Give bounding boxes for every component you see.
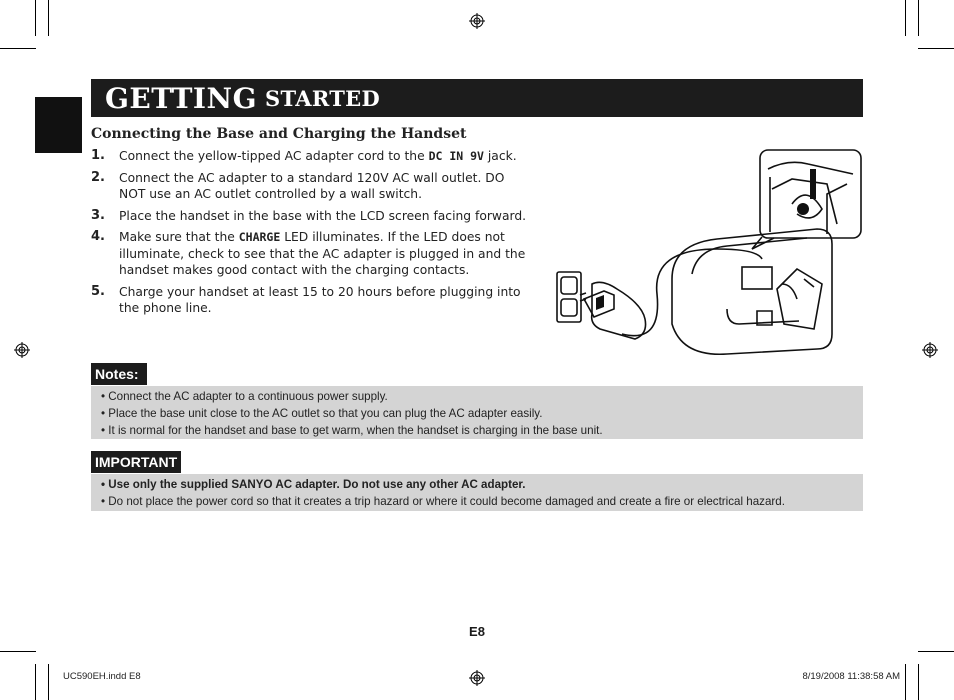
footer-timestamp: 8/19/2008 11:38:58 AM <box>802 671 900 682</box>
registration-mark-icon <box>14 342 30 358</box>
step-text: Place the handset in the base with the LCD screen facing forward. <box>119 208 527 223</box>
registration-mark-icon <box>469 670 485 686</box>
step-text: Connect the yellow-tipped AC adapter cord to the DC IN 9V jack. <box>119 149 517 163</box>
jack-label: DC IN 9V <box>428 149 484 163</box>
step-number: 3. <box>91 207 105 223</box>
step-number: 4. <box>91 229 105 244</box>
page-number: E8 <box>469 624 485 639</box>
note-item: • Connect the AC adapter to a continuous power supply. <box>101 388 863 405</box>
step-number: 2. <box>91 169 105 185</box>
important-label: IMPORTANT <box>91 451 181 473</box>
steps-list <box>91 148 531 322</box>
step-item <box>91 208 531 225</box>
page-title-bar <box>91 79 863 117</box>
crop-mark <box>0 651 36 652</box>
step-text: Charge your handset at least 15 to 20 hours before plugging into the phone line. <box>119 284 521 315</box>
crop-mark <box>918 651 954 652</box>
crop-mark <box>918 48 954 49</box>
registration-mark-icon <box>922 342 938 358</box>
step-item <box>91 148 531 165</box>
base-connection-illustration <box>552 149 864 362</box>
crop-mark <box>48 0 49 36</box>
page-title-main: GETTING <box>105 81 258 115</box>
crop-mark <box>48 664 49 700</box>
led-label: CHARGE <box>238 230 281 244</box>
note-item: • Place the base unit close to the AC outlet so that you can plug the AC adapter easily. <box>101 405 863 422</box>
crop-mark <box>35 0 36 36</box>
section-tab <box>35 97 82 153</box>
crop-mark <box>905 0 906 36</box>
notes-box <box>91 386 863 439</box>
section-heading: Connecting the Base and Charging the Handset <box>91 126 467 142</box>
footer-file-info: UC590EH.indd E8 <box>63 671 141 682</box>
step-item <box>91 229 531 279</box>
step-number: 1. <box>91 148 105 163</box>
note-item: • It is normal for the handset and base to get warm, when the handset is charging in the base unit. <box>101 422 863 439</box>
step-number: 5. <box>91 283 105 299</box>
page-title-sub: STARTED <box>265 85 380 111</box>
step-text: Connect the AC adapter to a standard 120V AC wall outlet. DO NOT use an AC outlet controlled by a wall switch. <box>119 170 505 201</box>
step-item <box>91 284 531 317</box>
crop-mark <box>918 664 919 700</box>
step-text: Make sure that the CHARGE LED illuminates. If the LED does not illuminate, check to see that the AC adapter is plugged in and the handset makes good contact with the charging contacts. <box>119 230 526 277</box>
notes-label: Notes: <box>91 363 147 385</box>
step-item <box>91 170 531 203</box>
registration-mark-icon <box>469 13 485 29</box>
crop-mark <box>905 664 906 700</box>
crop-mark <box>35 664 36 700</box>
important-item: • Do not place the power cord so that it creates a trip hazard or where it could become damaged and create a fire or electrical hazard. <box>101 493 863 510</box>
crop-mark <box>918 0 919 36</box>
important-item: • Use only the supplied SANYO AC adapter. Do not use any other AC adapter. <box>101 476 863 493</box>
crop-mark <box>0 48 36 49</box>
important-box <box>91 474 863 511</box>
